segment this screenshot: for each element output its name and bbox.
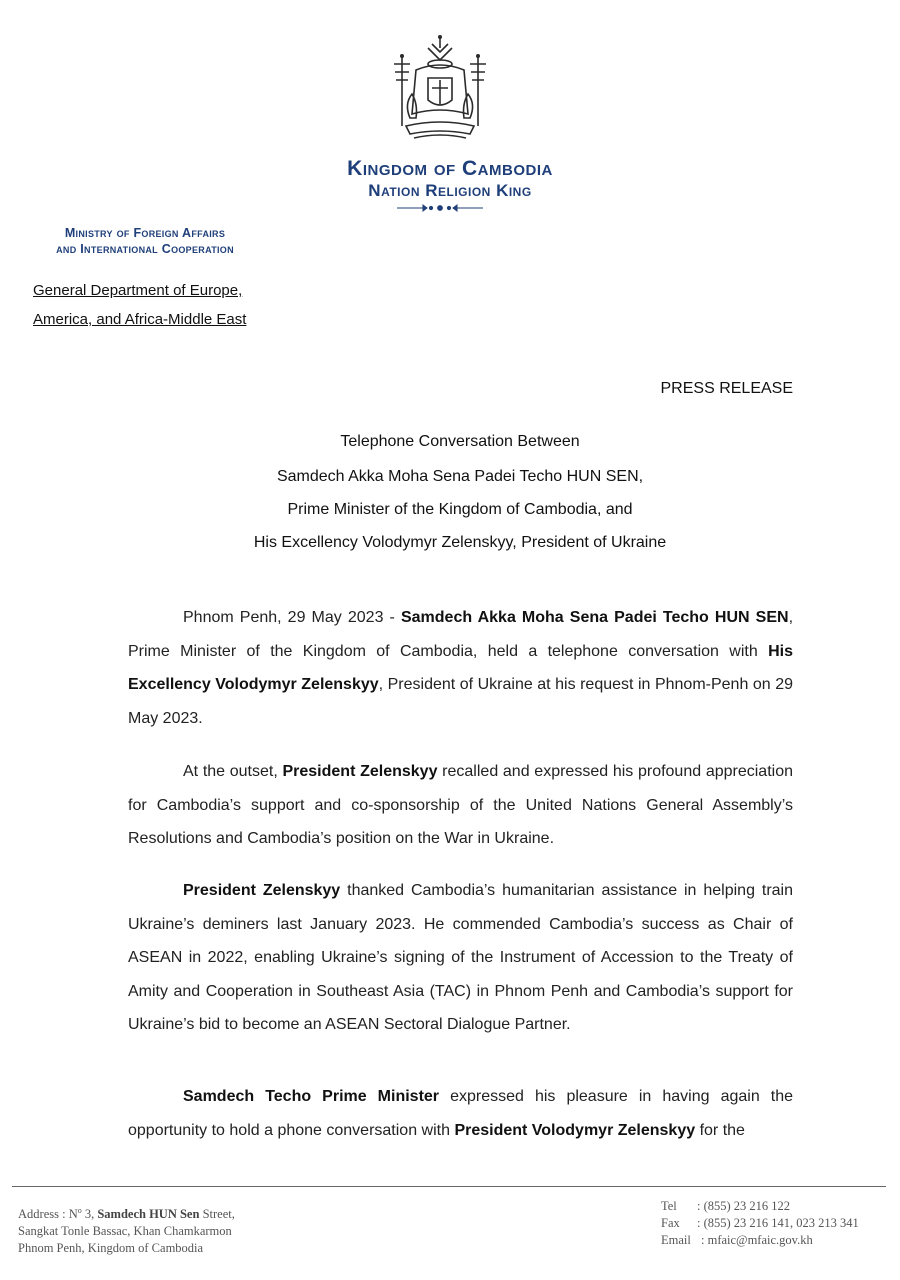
title-line1: Telephone Conversation Between [340,433,580,450]
address-number: 3, [81,1207,98,1222]
para-text: , Prime Minister of the Kingdom of Cambodia, held a telephone conversation with [128,609,794,660]
press-release-label: PRESS RELEASE [660,380,793,397]
tel-value: : (855) 23 216 122 [697,1199,791,1213]
email-row [661,1232,896,1249]
address-sup: o [77,1206,82,1215]
department-line2: America, and Africa-Middle East [33,311,247,328]
kingdom-title: Kingdom of Cambodia [347,157,553,180]
tel-row [661,1198,896,1215]
para-bold: President Zelenskyy [183,882,341,899]
decorative-divider-icon [395,203,485,213]
address-line2: Sangkat Tonle Bassac, Khan Chamkarmon [18,1224,232,1239]
body-paragraph-3 [128,874,793,1042]
para-text: At the outset, [183,763,283,780]
para-text: expressed his pleasure in having again the opportunity to hold a phone conversation with [128,1088,793,1139]
para-text: for the [695,1121,745,1139]
address-street: Samdech HUN Sen [97,1207,200,1222]
para-bold: His Excellency Volodymyr Zelenskyy [128,642,793,693]
address-line1 [18,1202,348,1223]
para-text: recalled and expressed his profound appreciation for Cambodia’s support and co-sponsorship of the United Nations General Assembly’s Resolutions and Cambodia’s position on the War in Ukraine. [128,763,793,847]
footer-contact [661,1198,896,1249]
footer-address [18,1202,348,1257]
fax-label: Fax [661,1216,680,1230]
address-line3: Phnom Penh, Kingdom of Cambodia [18,1241,204,1256]
royal-coat-of-arms-icon [380,34,500,149]
fax-value: : (855) 23 216 141, 023 213 341 [697,1216,859,1230]
address-prefix: Address : N [18,1207,78,1222]
para-bold: President Volodymyr Zelenskyy [454,1121,696,1139]
address-street-suffix: Street, [199,1207,235,1222]
para-text: thanked Cambodia’s humanitarian assistance in helping train Ukraine’s deminers last January 2023. He commended Cambodia’s success as Chair of ASEAN in 2022, enabling Ukraine’s signing of the Instrument of Accession to the Treaty of Amity and Cooperation in Southeast Asia (TAC) in Phnom Penh and Cambodia’s support for Ukraine’s bid to become an ASEAN Sectoral Dialogue Partner. [128,882,793,1033]
title-line3: Prime Minister of the Kingdom of Cambodia, and [287,501,633,518]
tel-label: Tel [661,1199,677,1213]
body-paragraph-2 [128,755,793,856]
footer-divider [12,1186,886,1187]
national-motto: Nation Religion King [368,181,532,200]
email-link[interactable]: : mfaic@mfaic.gov.kh [701,1233,813,1247]
fax-row [661,1215,896,1232]
email-label: Email [661,1233,691,1247]
ministry-name-line1: Ministry of Foreign Affairs [64,226,226,240]
body-paragraph-4 [128,1080,793,1147]
title-line2: Samdech Akka Moha Sena Padei Techo HUN SEN, [276,468,644,485]
para-bold: President Zelenskyy [282,763,438,780]
ministry-name-line2: and International Cooperation [56,242,234,256]
para-text: Phnom Penh, 29 May 2023 - [183,609,401,626]
para-text: , President of Ukraine at his request in Phnom-Penh on 29 May 2023. [128,676,793,727]
title-line4: His Excellency Volodymyr Zelenskyy, President of Ukraine [253,534,667,551]
department-line1: General Department of Europe, [33,282,243,299]
para-bold: Samdech Techo Prime Minister [183,1088,440,1105]
body-paragraph-1 [128,601,793,735]
para-bold: Samdech Akka Moha Sena Padei Techo HUN SEN [400,609,789,626]
